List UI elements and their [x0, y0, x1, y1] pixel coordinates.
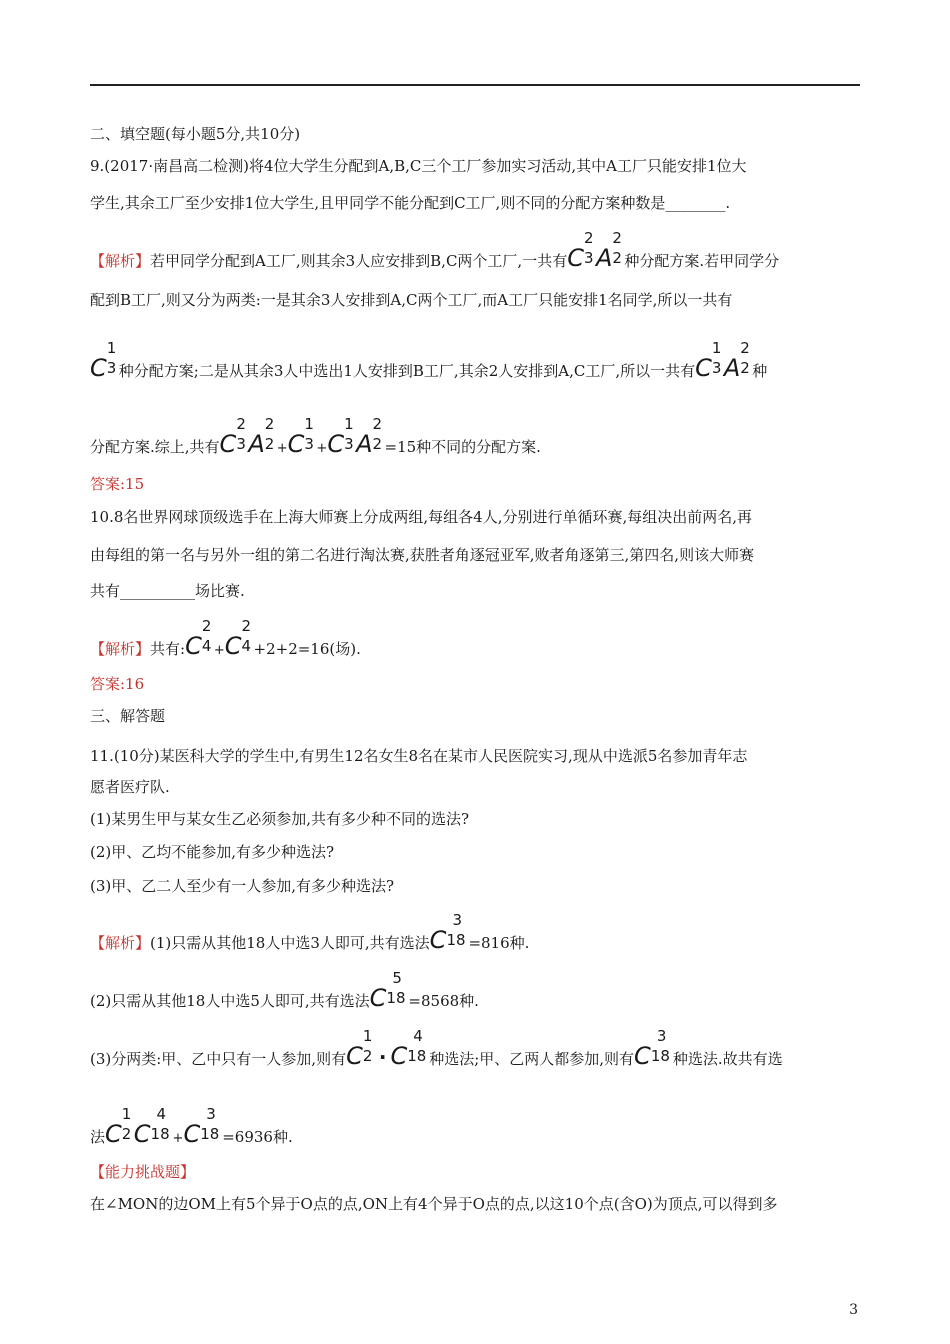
section-title-fill-in: 二、填空题(每小题5分,共10分): [90, 125, 301, 143]
q9-analysis-line2: 配到B工厂,则又分为两类:一是其余3人安排到A,C两个工厂,而A工厂只能安排1名同学,所以一共有: [90, 291, 733, 309]
text: 若甲同学分配到A工厂,则其余3人应安排到B,C两个工厂,一共有: [150, 252, 568, 270]
q9-analysis-line1: [90, 229, 780, 272]
challenge-line1: 在∠MON的边OM上有5个异于O点的点,ON上有4个异于O点的点,以这10个点(含O)为顶点,可以得到多: [90, 1195, 778, 1213]
q10-line3: 共有__________场比赛.: [90, 582, 245, 600]
header-rule: [90, 84, 860, 86]
q11-line1: 11.(10分)某医科大学的学生中,有男生12名女生8名在某市人民医院实习,现从中选派5名参加青年志: [90, 747, 748, 765]
formula-C42-C42: C 2 4 +C 2 4: [185, 617, 252, 660]
q11-line2: 愿者医疗队.: [90, 778, 170, 796]
q9-analysis-line3: [90, 339, 768, 382]
q10-line2: 由每组的第一名与另外一组的第二名进行淘汰赛,获胜者角逐冠亚军,败者角逐第三,第四名,则该大师赛: [90, 546, 755, 564]
formula-total: C 1 2 C 4 18 +C 3 18: [105, 1105, 220, 1148]
analysis-label: 【解析】: [90, 934, 151, 952]
analysis-label: 【解析】: [90, 640, 151, 658]
formula-C18-3: C 3 18: [429, 911, 466, 954]
text: 种: [752, 362, 768, 380]
q9-line1: 9.(2017·南昌高二检测)将4位大学生分配到A,B,C三个工厂参加实习活动,其中A工厂只能安排1位大: [90, 157, 747, 175]
formula-sum: C 2 3 A 2 2 +C 1 3 +C 1 3 A 2 2: [219, 415, 383, 458]
challenge-label: 【能力挑战题】: [90, 1163, 196, 1181]
text: 种分配方案;二是从其余3人中选出1人安排到B工厂,其余2人安排到A,C工厂,所以一共有: [118, 362, 696, 380]
formula-C31: C 1 3: [90, 339, 117, 382]
q11-solution4: 法C 1 2 C 4 18 +C 3 18 =6936种.: [90, 1105, 293, 1148]
text: 种分配方案.若甲同学分: [624, 252, 780, 270]
formula-C21-C18-4: C 1 2 · C 4 18: [346, 1027, 427, 1070]
q11-part3: (3)甲、乙二人至少有一人参加,有多少种选法?: [90, 877, 395, 895]
q11-part1: (1)某男生甲与某女生乙必须参加,共有多少种不同的选法?: [90, 810, 470, 828]
q11-solution2: (2)只需从其他18人中选5人即可,共有选法C 5 18 =8568种.: [90, 969, 479, 1012]
formula-C18-3: C 3 18: [634, 1027, 670, 1070]
q11-part2: (2)甲、乙均不能参加,有多少种选法?: [90, 843, 335, 861]
q9-analysis-line4: 分配方案.综上,共有C 2 3 A 2 2 +C 1 3 +C 1 3 A 2 2 =15种不同的分配方案.: [90, 415, 541, 458]
formula-C31A22: C 1 3 A 2 2: [695, 339, 750, 382]
q11-solution3: (3)分两类:甲、乙中只有一人参加,则有C 1 2 · C 4 18 种选法;甲、乙两人都参加,则有C 3 18 种选法.故共有选: [90, 1027, 783, 1070]
q10-answer: 答案:16: [90, 675, 145, 693]
q9-answer: 答案:15: [90, 475, 145, 493]
q11-solution1: 【解析】(1)只需从其他18人中选3人即可,共有选法C 3 18 =816种.: [90, 911, 530, 954]
section-title-solve: 三、解答题: [90, 707, 166, 725]
analysis-label: 【解析】: [90, 252, 151, 270]
formula-C32A22: C 2 3 A 2 2: [567, 229, 622, 272]
page-number: 3: [849, 1302, 858, 1318]
q9-line2: 学生,其余工厂至少安排1位大学生,且甲同学不能分配到C工厂,则不同的分配方案种数是________.: [90, 194, 731, 212]
formula-C18-5: C 5 18: [369, 969, 406, 1012]
q10-analysis: 【解析】共有:C 2 4 +C 2 4 +2+2=16(场).: [90, 617, 361, 660]
q10-line1: 10.8名世界网球顶级选手在上海大师赛上分成两组,每组各4人,分别进行单循环赛,每组决出前两名,再: [90, 508, 753, 526]
